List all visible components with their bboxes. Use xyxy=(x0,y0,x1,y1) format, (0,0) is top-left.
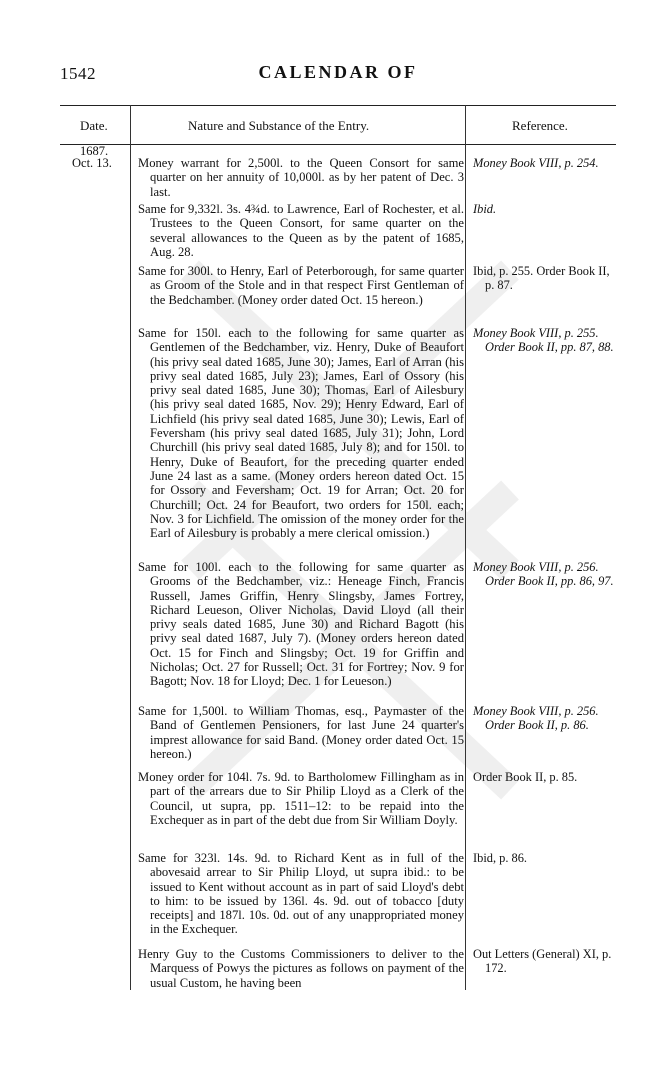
entry-reference: Ibid, p. 86. xyxy=(473,851,528,865)
column-header-date: Date. xyxy=(80,118,108,133)
column-header-row xyxy=(60,105,616,145)
page-number: 1542 xyxy=(60,64,96,83)
entry-text: Money warrant for 2,500l. to the Queen Consort for same quarter on her annuity of 10,000l. as by her patent of Dec. 3 last. xyxy=(138,156,464,199)
entry-reference: Order Book II, p. 85. xyxy=(473,770,578,784)
entry-reference: Money Book VIII, p. 256. Order Book II, pp. 86, 97. xyxy=(473,560,614,589)
entry-text: Same for 150l. each to the following for same quarter as Gentlemen of the Bedchamber, viz. Henry, Duke of Beaufort (his privy seal dated 1685, June 30); James, Earl of Arran (his privy seal dated 1685, July 23); James, Earl of Ossory (his privy seal dated 1685, June 30); Thomas, Earl of Ailesbury (his privy seal dated 1685, Nov. 29); Henry Edward, Earl of Lichfield (his privy seal dated 1685, June 30); Lewis, Earl of Feversham (his privy seal dated 1685, July 31); John, Lord Churchill (his privy seal dated 1685, July 8); and for 150l. to Henry, Duke of Beaufort, for the preceding quarter ended June 24 last as a same. (Money orders hereon dated Oct. 15 for Ossory and Feversham; Oct. 19 for Arran; Oct. 20 for Churchill; Oct. 24 for Beaufort, two orders for 150l. each; Nov. 3 for Lichfield. The omission of the money order for the Earl of Ailesbury is probably a mere clerical omission.) xyxy=(138,326,464,541)
entry-date-year: 1687. xyxy=(80,144,109,158)
entry-reference: Money Book VIII, p. 254. xyxy=(473,156,599,170)
column-header-reference: Reference. xyxy=(512,118,568,133)
entry-date-day: Oct. 13. xyxy=(72,156,112,170)
column-divider-right xyxy=(465,105,466,990)
entry-text: Same for 9,332l. 3s. 4¾d. to Lawrence, Earl of Rochester, et al. Trustees to the Queen Consort, for same quarter on the several allowances to the Queen as by the patent of 1685, Aug. 28. xyxy=(138,202,464,259)
entry-reference: Money Book VIII, p. 256. Order Book II, p. 86. xyxy=(473,704,599,733)
column-divider-left xyxy=(130,105,131,990)
entry-text: Same for 300l. to Henry, Earl of Peterborough, for same quarter as Groom of the Stole and in that respect First Gentleman of the Bedchamber. (Money order dated Oct. 15 hereon.) xyxy=(138,264,464,307)
entry-text: Money order for 104l. 7s. 9d. to Bartholomew Fillingham as in part of the arrears due to Sir Philip Lloyd as a Clerk of the Council, ut supra, pp. 1511–12: to be repaid into the Exchequer as in part of the debt due from Sir William Doyly. xyxy=(138,770,464,827)
entry-reference: Ibid. xyxy=(473,202,497,216)
entry-text: Same for 323l. 14s. 9d. to Richard Kent as in full of the abovesaid arrear to Sir Philip Lloyd, ut supra ibid.: to be issued to Kent without account as in part of said Lloyd's debt to him: to be issued by 136l. 4s. 9d. out of tobacco [duty receipts] and 187l. 10s. 0d. out of any unappropriated money in the Exchequer. xyxy=(138,851,464,937)
page-header xyxy=(60,56,616,86)
entry-text: Same for 1,500l. to William Thomas, esq., Paymaster of the Band of Gentlemen Pensioners, for last June 24 quarter's imprest allowance for said Band. (Money order dated Oct. 15 hereon.) xyxy=(138,704,464,761)
entry-reference: Out Letters (General) XI, p. 172. xyxy=(473,947,612,976)
entry-text: Same for 100l. each to the following for same quarter as Grooms of the Bedchamber, viz.: Heneage Finch, Francis Russell, James Griffin, Henry Slingsby, James Fortrey, Richard Leueson, Oliver Nicholas, David Lloyd (all their privy seals dated 1685, June 30) and Richard Bagott (his privy seal dated 1687, July 7). (Money orders hereon dated Oct. 15 for Finch and Slingsby; Oct. 19 for Griffin and Nicholas; Oct. 27 for Russell; Oct. 31 for Fortrey; Nov. 9 for Bagott; Nov. 18 for Lloyd; Dec. 1 for Leueson.) xyxy=(138,560,464,689)
entry-text: Henry Guy to the Customs Commissioners to deliver to the Marquess of Powys the pictures as follows on payment of the usual Custom, he having been xyxy=(138,947,464,990)
entry-reference: Money Book VIII, p. 255. Order Book II, pp. 87, 88. xyxy=(473,326,614,355)
running-title: CALENDAR OF xyxy=(258,62,418,82)
column-header-nature: Nature and Substance of the Entry. xyxy=(188,118,370,133)
entry-reference: Ibid, p. 255. Order Book II, p. 87. xyxy=(473,264,610,293)
